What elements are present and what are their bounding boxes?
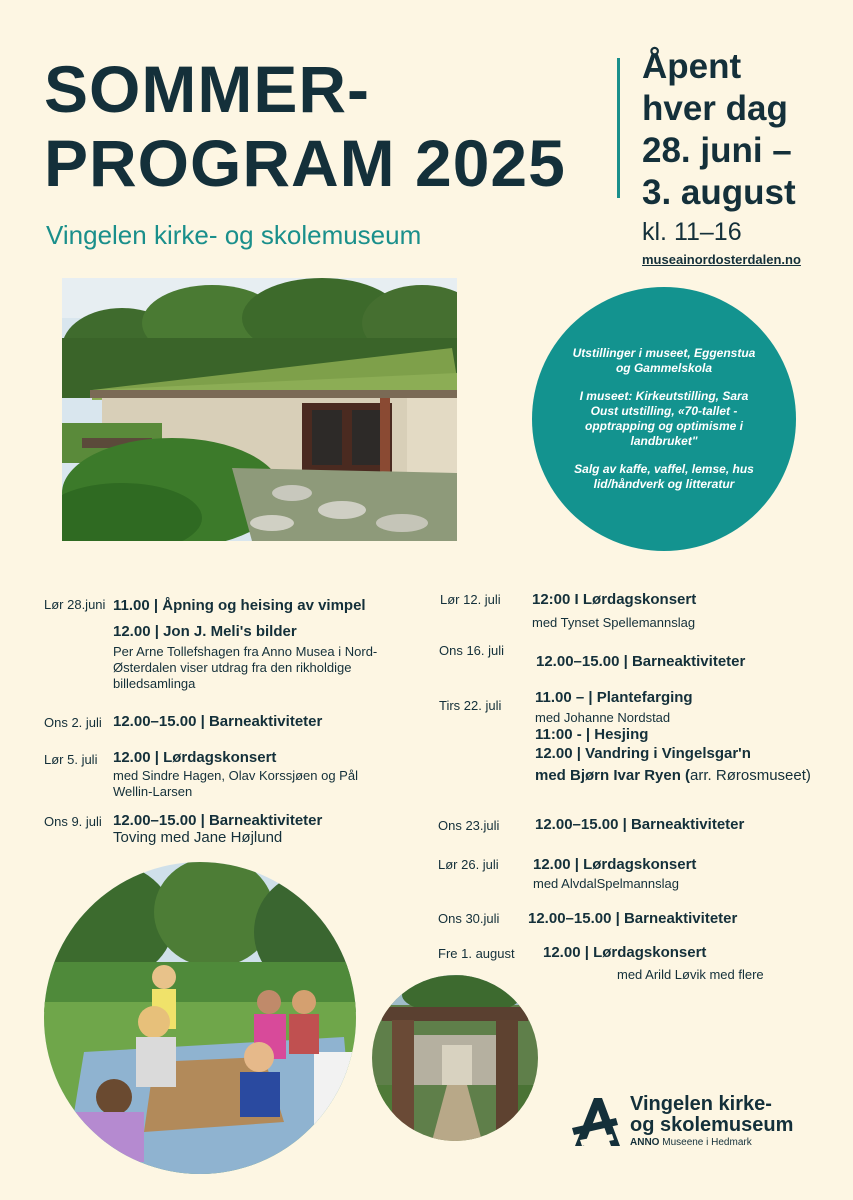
event-date: Lør 12. juli [440, 592, 501, 607]
event-date: Ons 30.juli [438, 911, 500, 926]
event-title: 12.00–15.00 | Barneaktiviteter [113, 713, 323, 730]
event-title: 12.00–15.00 | Barneaktiviteter [535, 816, 745, 833]
logo-wordmark [630, 1094, 793, 1136]
event-title: 12.00 | Lørdagskonsert [113, 749, 277, 766]
event-date: Ons 23.juli [438, 818, 500, 833]
logo-museums: Museene i Hedmark [662, 1137, 752, 1148]
info-exhibitions: Utstillinger i museet, Eggenstua og Gammelskola [572, 346, 756, 375]
divider-line [617, 58, 620, 198]
event-description: med Tynset Spellemannslag [532, 615, 696, 630]
event-description: med Johanne Nordstad [535, 710, 671, 725]
website-link[interactable]: museainordosterdalen.no [642, 252, 801, 267]
event-title: 12.00–15.00 | Barneaktiviteter [528, 910, 738, 927]
event-date: Ons 16. juli [439, 643, 505, 658]
gate-photo [372, 975, 538, 1141]
info-circle [532, 287, 796, 551]
open-line-4: 3. august [642, 173, 796, 212]
museum-subtitle: Vingelen kirke- og skolemuseum [46, 220, 422, 250]
title-line-2: PROGRAM 2025 [44, 126, 566, 200]
event-date: Tirs 22. juli [439, 698, 502, 713]
logo-subline [630, 1137, 752, 1148]
event-title: 12.00–15.00 | Barneaktiviteter [536, 653, 746, 670]
children-activity-photo [44, 862, 356, 1174]
event-date: Lør 28.juni [44, 597, 106, 612]
event-description: med Arild Løvik med flere [617, 967, 764, 982]
event-title: 12.00 | Jon J. Meli's bilder [113, 623, 297, 640]
event-title: 12.00 | Vandring i Vingelsgar'n [535, 745, 751, 762]
info-sales: Salg av kaffe, vaffel, lemse, hus lid/håndverk og litteratur [574, 462, 754, 491]
event-title: 11.00 | Åpning og heising av vimpel [113, 597, 366, 614]
event-title: 11.00 – | Plantefarging [535, 689, 693, 706]
event-title: 11:00 - | Hesjing [535, 726, 649, 743]
logo-anno: ANNO [630, 1137, 660, 1148]
info-museum-exhibits: I museet: Kirkeutstilling, Sara Oust utstilling, «70-tallet - opptrapping og optimisme i landbruket" [579, 389, 749, 448]
event-description: Per Arne Tollefshagen fra Anno Musea i Nord-Østerdalen viser utdrag fra den rikholdige billedsamlinga [113, 644, 378, 691]
open-line-3: 28. juni – [642, 131, 792, 170]
event-description: Toving med Jane Højlund [113, 829, 283, 846]
logo-line-1: Vingelen kirke- [630, 1093, 772, 1115]
event-title: 12.00 | Lørdagskonsert [543, 944, 707, 961]
event-description: med Sindre Hagen, Olav Korssjøen og Pål Wellin-Larsen [113, 768, 358, 799]
event-description: med AlvdalSpelmannslag [533, 876, 679, 891]
anno-logo-icon [572, 1094, 622, 1150]
opening-hours: kl. 11–16 [642, 218, 742, 246]
event-date: Ons 9. juli [44, 814, 102, 829]
museum-building-photo [62, 278, 457, 541]
event-date: Lør 26. juli [438, 857, 499, 872]
open-line-2: hver dag [642, 89, 788, 128]
event-title: 12.00–15.00 | Barneaktiviteter [113, 812, 323, 829]
title-line-1: SOMMER- [44, 52, 370, 126]
page-title [44, 52, 566, 200]
opening-period [642, 46, 842, 214]
event-title [535, 767, 811, 784]
event-guide: med Bjørn Ivar Ryen ( [535, 767, 691, 784]
event-date: Ons 2. juli [44, 715, 102, 730]
event-title: 12:00 I Lørdagskonsert [532, 591, 697, 608]
event-date: Fre 1. august [438, 946, 515, 961]
event-date: Lør 5. juli [44, 752, 98, 767]
event-organizer: arr. Rørosmuseet) [690, 767, 811, 784]
open-line-1: Åpent [642, 47, 742, 86]
event-title: 12.00 | Lørdagskonsert [533, 856, 697, 873]
logo-line-2: og skolemuseum [630, 1114, 794, 1136]
